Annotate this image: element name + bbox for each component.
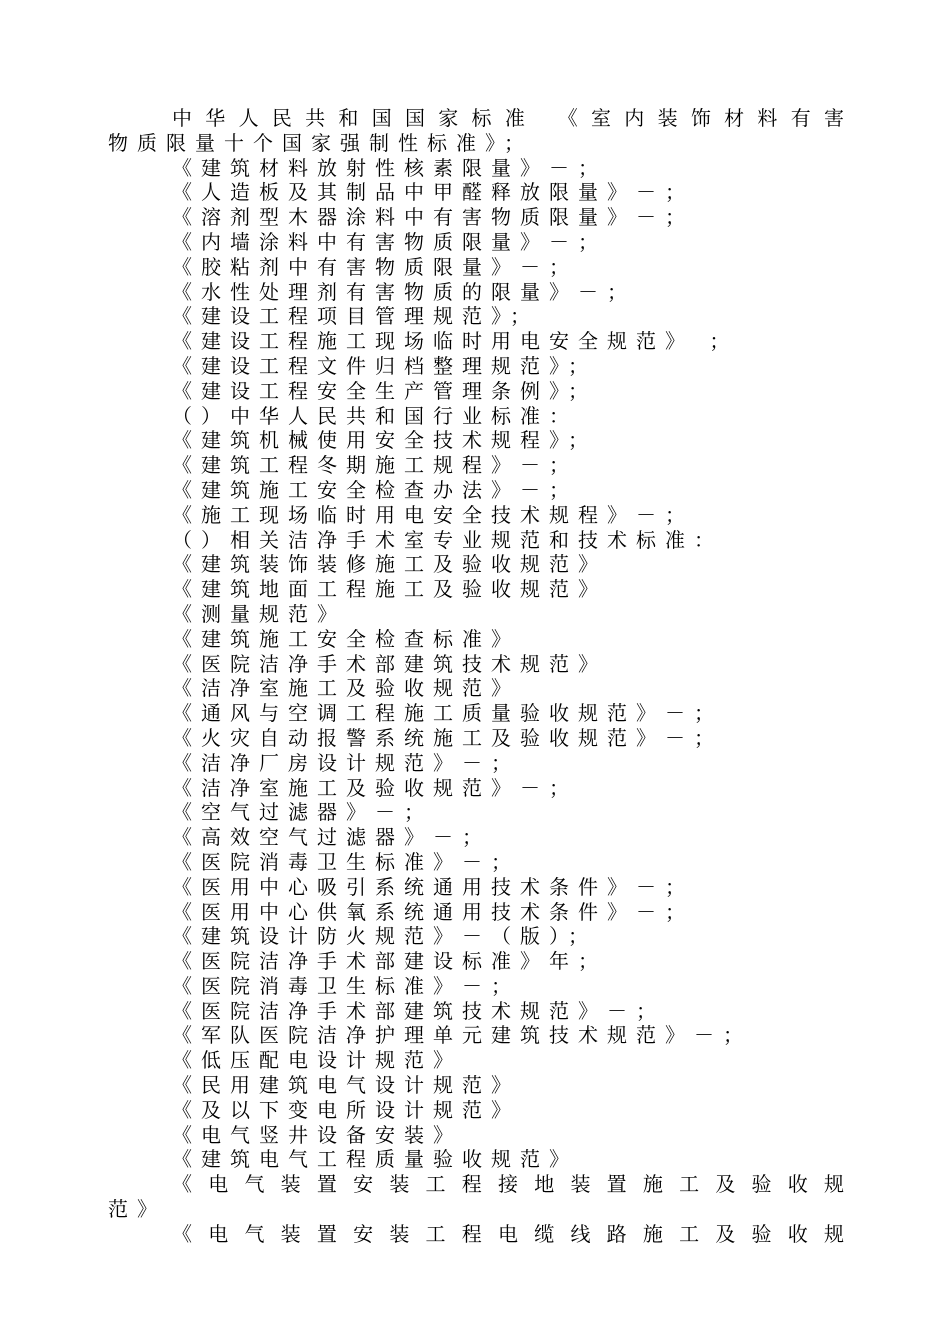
text-line: 物质限量十个国家强制性标准》； bbox=[108, 130, 533, 155]
text-line: 《溶剂型木器涂料中有害物质限量》－； bbox=[172, 205, 694, 230]
text-line: 《空气过滤器》－； bbox=[172, 800, 433, 825]
text-line: 《建设工程施工现场临时用电安全规范》 ； bbox=[172, 329, 739, 354]
text-line: 《医院洁净手术部建筑技术规范》 bbox=[172, 651, 607, 676]
text-line: 《电气竖井设备安装》 bbox=[172, 1122, 462, 1147]
text-line: 《人造板及其制品中甲醛释放限量》－； bbox=[172, 180, 694, 205]
text-line: 《建筑材料放射性核素限量》－； bbox=[172, 155, 607, 180]
text-line: 《高效空气过滤器》－； bbox=[172, 825, 491, 850]
text-line: 《内墙涂料中有害物质限量》－； bbox=[172, 229, 607, 254]
text-line: 《建筑施工安全检查标准》 bbox=[172, 626, 520, 651]
text-line: 中华人民共和国国家标准 《室内装饰材料有害 bbox=[172, 106, 850, 130]
text-line: 《建筑工程冬期施工规程》－； bbox=[172, 453, 578, 478]
text-line: 《医院洁净手术部建设标准》年； bbox=[172, 949, 607, 974]
standards-list bbox=[108, 106, 850, 1247]
text-line: （）相关洁净手术室专业规范和技术标准： bbox=[172, 527, 723, 552]
text-line: 《测量规范》 bbox=[172, 601, 346, 626]
text-line: 《胶粘剂中有害物质限量》－； bbox=[172, 254, 578, 279]
text-line: 《医用中心吸引系统通用技术条件》－； bbox=[172, 874, 694, 899]
text-line: 《电气装置安装工程接地装置施工及验收规 bbox=[172, 1172, 850, 1197]
text-line: 《建设工程文件归档整理规范》； bbox=[172, 353, 597, 378]
text-line: 《医院消毒卫生标准》－； bbox=[172, 849, 520, 874]
text-line: 《水性处理剂有害物质的限量》－； bbox=[172, 279, 636, 304]
text-line: 《建筑电气工程质量验收规范》 bbox=[172, 1147, 578, 1172]
text-line: 《建筑设计防火规范》－（版）； bbox=[172, 924, 597, 949]
text-line: 《洁净室施工及验收规范》－； bbox=[172, 775, 578, 800]
text-line: 《建筑机械使用安全技术规程》； bbox=[172, 428, 597, 453]
text-line: 《建设工程安全生产管理条例》； bbox=[172, 378, 597, 403]
text-line: 《施工现场临时用电安全技术规程》－； bbox=[172, 502, 694, 527]
text-line: 《洁净厂房设计规范》－； bbox=[172, 750, 520, 775]
text-line: 《建筑施工安全检查办法》－； bbox=[172, 477, 578, 502]
text-line: 《医院消毒卫生标准》－； bbox=[172, 973, 520, 998]
text-line: 《电气装置安装工程电缆线路施工及验收规 bbox=[172, 1221, 850, 1246]
text-line: 《通风与空调工程施工质量验收规范》－； bbox=[172, 701, 723, 726]
text-line: 《火灾自动报警系统施工及验收规范》－； bbox=[172, 725, 723, 750]
text-line: 《医用中心供氧系统通用技术条件》－； bbox=[172, 899, 694, 924]
text-line: 《建筑地面工程施工及验收规范》 bbox=[172, 577, 607, 602]
text-line: 《民用建筑电气设计规范》 bbox=[172, 1073, 520, 1098]
text-line: 《低压配电设计规范》 bbox=[172, 1048, 462, 1073]
text-line: 《建设工程项目管理规范》； bbox=[172, 304, 539, 329]
text-line: 《建筑装饰装修施工及验收规范》 bbox=[172, 552, 607, 577]
text-line: 《军队医院洁净护理单元建筑技术规范》－； bbox=[172, 1023, 752, 1048]
text-line: 《洁净室施工及验收规范》 bbox=[172, 676, 520, 701]
text-line: 范》 bbox=[108, 1197, 166, 1222]
text-line: 《及以下变电所设计规范》 bbox=[172, 1097, 520, 1122]
text-line: （）中华人民共和国行业标准： bbox=[172, 403, 578, 428]
text-line: 《医院洁净手术部建筑技术规范》－； bbox=[172, 998, 665, 1023]
